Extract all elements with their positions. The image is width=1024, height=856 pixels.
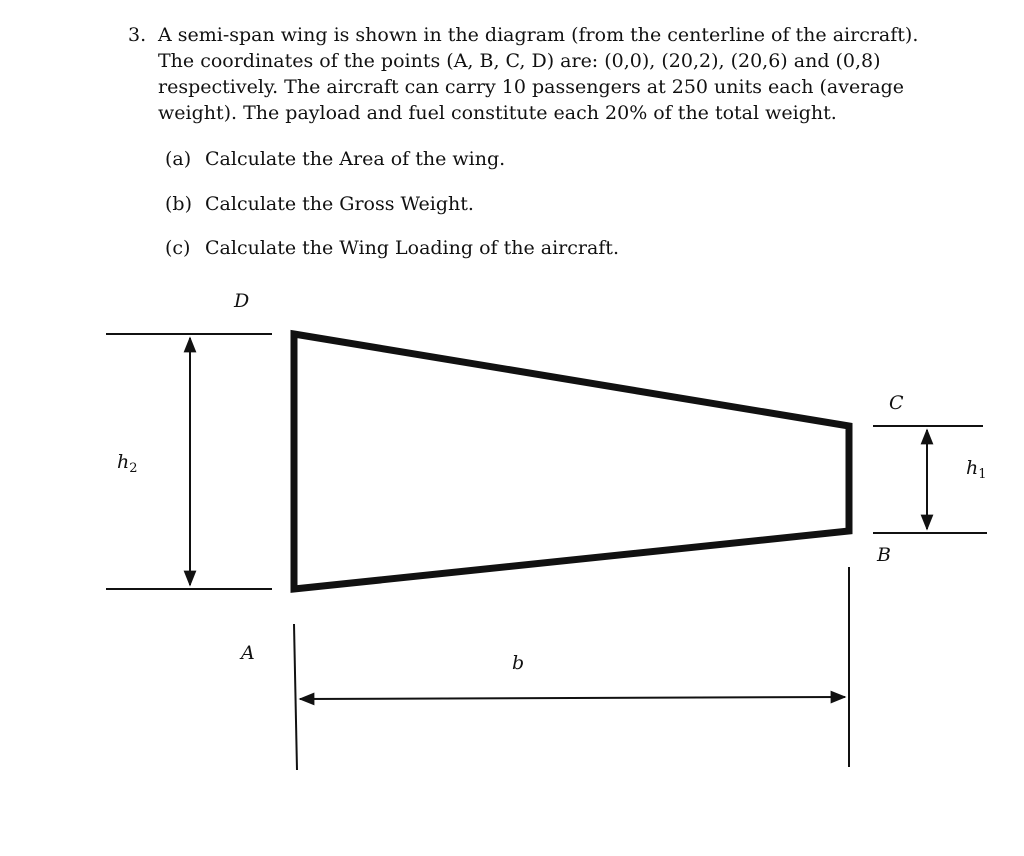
b-left-extension-line [294,624,297,770]
part-a-label: (a) [165,148,192,170]
part-b-text: Calculate the Gross Weight. [205,193,474,215]
part-b-label: (b) [165,193,192,215]
label-h2-sub: 2 [129,461,138,476]
label-c: C [889,392,904,414]
part-c-text: Calculate the Wing Loading of the aircraft. [205,237,619,259]
label-h1-base: h [966,457,979,479]
label-h1 [966,457,987,482]
label-h2-base: h [117,451,130,473]
b-dimension-arrow [300,697,845,699]
part-c-label: (c) [165,237,191,259]
label-a: A [241,642,255,664]
label-d: D [234,290,250,312]
problem-text: A semi-span wing is shown in the diagram (from the centerline of the aircraft). The coordinates of the points (A, B, C, D) are: (0,0), (20,2), (20,6) and (0,8) respectively. The aircraft can carry 10 passengers at 250 units each (average weight). The payload and fuel constitute each 20% of the total weight. [158,24,919,124]
label-b-point: B [877,544,891,566]
label-h2 [117,451,138,476]
wing-outline [294,334,849,589]
part-a-text: Calculate the Area of the wing. [205,148,506,170]
label-h1-sub: 1 [978,467,987,482]
label-b-span: b [512,652,525,674]
problem-number: 3. [128,24,147,46]
